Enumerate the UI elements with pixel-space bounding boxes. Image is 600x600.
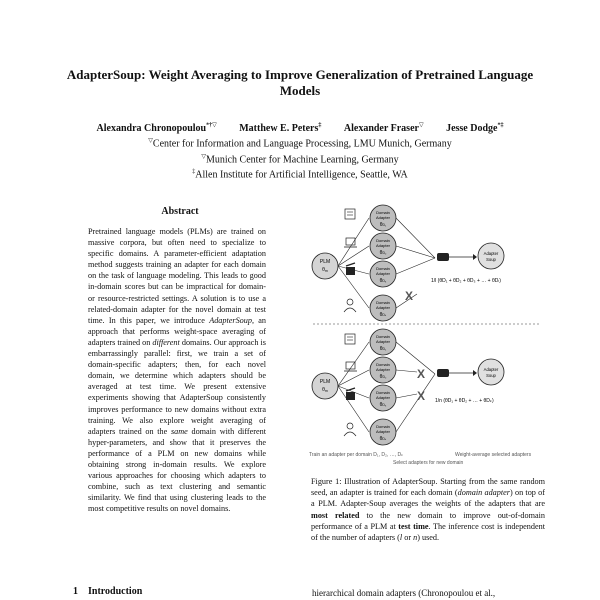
adapter-node-bottom-4 [370,419,396,445]
author: Jesse Dodge*‡ [446,123,504,135]
adapter-node-top-4 [370,295,396,321]
svg-text:Domain: Domain [376,362,390,367]
plm-node-top [312,253,338,279]
exclude-mark-bottom-2: X [417,389,426,403]
abstract-body: Pretrained language models (PLMs) are trained on massive corpora, but often need to specialize to specific domains. A parameter-efficient adaptation method suggests training an adapter for each domain on the task of language modeling. This leads to good in-domain scores but can be impractical for domain- or resource-restricted settings. A solution is to use a related-domain adapter for the novel domain at test time. In this paper, we introduce AdapterSoup, an approach that performs weight-space averaging of adapters trained on different domains. Our approach is embarrassingly parallel: first, we train a set of domain-specific adapters; then, for each novel domain, we determine which adapters should be averaged at test time. We present extensive experiments showing that AdapterSoup consistently improves performance to new domains without extra training. We also explore weight averaging of adapters trained on the same domain with different hyper-parameters, and show that it preserves the performance of a PLM on new domains while obtaining strong in-domain results. We explore various approaches for choosing which adapters to combine, such as text clustering and semantic similarity. We find that using clustering leads to the most competitive results on novel domains. [88,227,266,514]
svg-text:Adapter: Adapter [375,395,391,400]
average-icon-top [437,253,477,261]
svg-text:PLM: PLM [319,259,331,265]
affiliation: ‡Allen Institute for Artificial Intelligence, Seattle, WA [192,168,408,181]
figure-adaptersoup [305,196,547,472]
adapter-node-top-2 [370,233,396,259]
selection-arrows-bottom [396,342,435,432]
svg-text:θDₖ: θDₖ [379,312,387,318]
adapter-node-top-3 [370,261,396,287]
adapter-node-bottom-1 [370,329,396,355]
exclude-mark-bottom-1: X [417,367,426,381]
affiliation: ▽Munich Center for Machine Learning, Germany [201,153,399,165]
formula-bottom: 1/n (θD₁ + θD₂ + … + θDₖ) [435,398,494,404]
domain-icon-document [345,334,355,344]
svg-text:θD₃: θD₃ [379,402,387,408]
svg-text:Domain: Domain [376,390,390,395]
svg-text:Adapter: Adapter [375,429,391,434]
svg-text:θD₃: θD₃ [379,278,387,284]
svg-text:Domain: Domain [376,300,390,305]
figure-caption: Figure 1: Illustration of AdapterSoup. Starting from the same random seed, an adapter is trained for each domain (domain adapter) on top of a PLM. Adapter-Soup averages the weights of the adapters that are most related to the new domain to improve out-of-domain performance of a PLM at test time. The inference cost is independent of the number of adapters (l or n) used. [311,477,545,543]
adapter-soup-node-top [478,243,504,269]
col-label-average: Weight-average selected adapters [455,452,532,458]
adapter-node-bottom-2 [370,357,396,383]
col-label-train: Train an adapter per domain D₁, D₂, …, Dₖ [309,452,404,458]
svg-text:Domain: Domain [376,210,390,215]
svg-text:θD₂: θD₂ [379,250,387,256]
domain-icon-person [344,299,356,312]
svg-text:θm: $\theta_m$ [322,267,328,273]
section-heading-introduction: 1 Introduction [73,586,143,597]
author: Matthew E. Peters‡ [239,123,322,135]
author-block [40,120,560,181]
adapter-node-top-1 [370,205,396,231]
selection-arrows-top [396,218,435,308]
svg-text:Adapter: Adapter [375,339,391,344]
svg-text:Domain: Domain [376,334,390,339]
svg-text:Soup: Soup [486,257,496,262]
domain-icon-clapperboard [346,263,355,275]
svg-text:θm: $\theta_m$ [322,387,328,393]
adapter-node-bottom-3 [370,385,396,411]
svg-text:Adapter: Adapter [483,251,499,256]
paper-title: AdapterSoup: Weight Averaging to Improve Generalization of Pretrained Language Models [66,67,534,98]
svg-text:θDₖ: θDₖ [379,436,387,442]
adapter-soup-node-bottom [478,359,504,385]
domain-icon-person [344,423,356,436]
formula-top: 1/l (θD₁ + θD₂ + θD₃ + … + θDₗ) [431,278,501,284]
connector-lines-bottom [338,342,369,432]
svg-text:Adapter: Adapter [483,367,499,372]
domain-icon-laptop [344,238,357,247]
domain-icon-laptop [344,362,357,371]
affiliation: ▽Center for Information and Language Processing, LMU Munich, Germany [148,138,452,150]
svg-text:θD₁: θD₁ [379,346,387,352]
right-column-text: hierarchical domain adapters (Chronopoulou et al., [312,588,496,598]
svg-text:θD₁: θD₁ [379,222,387,228]
svg-text:Adapter: Adapter [375,305,391,310]
author: Alexandra Chronopoulou*†▽ [96,123,217,135]
average-icon-bottom [437,369,477,377]
domain-icon-document [345,209,355,219]
svg-text:Adapter: Adapter [375,215,391,220]
plm-node-bottom [312,373,338,399]
svg-text:Soup: Soup [486,373,496,378]
author-names [40,120,560,135]
svg-text:Adapter: Adapter [375,367,391,372]
exclude-mark-top: X [405,289,414,303]
svg-text:PLM: PLM [319,379,331,385]
svg-text:Adapter: Adapter [375,271,391,276]
svg-text:Domain: Domain [376,238,390,243]
col-label-select: Select adapters for new domain [393,460,464,466]
svg-text:Domain: Domain [376,266,390,271]
author: Alexander Fraser▽ [343,123,424,135]
svg-text:Adapter: Adapter [375,243,391,248]
abstract-heading: Abstract [161,206,199,217]
svg-text:Domain: Domain [376,424,390,429]
svg-text:θD₂: θD₂ [379,374,387,380]
